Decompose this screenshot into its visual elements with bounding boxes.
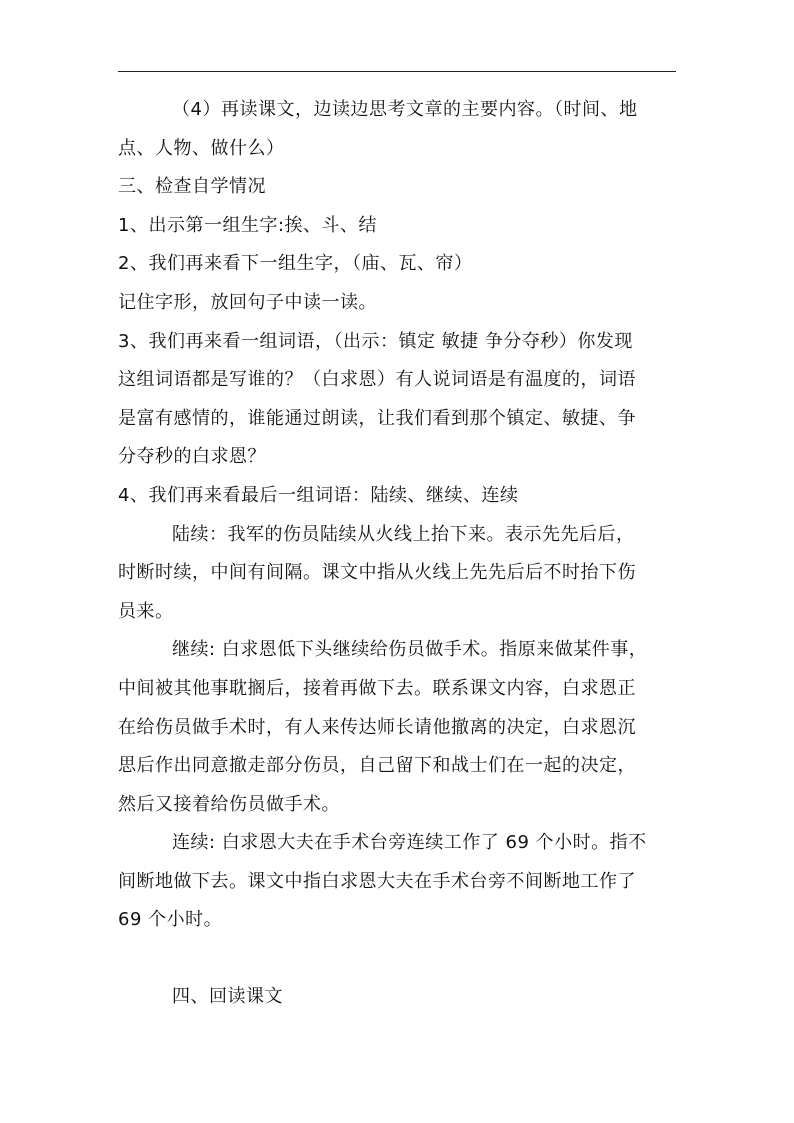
header-rule [118,71,676,72]
lianxu-definition-line-3: 69 个小时。 [118,909,223,931]
jixu-definition-line-3: 在给伤员做手术时，有人来传达师长请他撤离的决定，白求恩沉 [118,716,636,738]
blank-spacer [118,940,684,978]
paragraph-step-4-line-2: 点、人物、做什么） [118,137,285,159]
item-3-line-1: 3、我们再来看一组词语，（出示：镇定 敏捷 争分夺秒）你发现 [118,330,633,352]
section-heading-check-self-study: 三、检查自学情况 [118,176,266,198]
lianxu-definition-line-2: 间断地做下去。课文中指白求恩大夫在手术台旁不间断地工作了 [118,870,636,892]
luxu-definition-line-2: 时断时续，中间有间隔。课文中指从火线上先先后后不时抬下伤 [118,562,636,584]
document-body [118,91,684,1017]
luxu-definition-line-3: 员来。 [118,600,174,622]
item-3-line-2: 这组词语都是写谁的？（白求恩）有人说词语是有温度的，词语 [118,369,636,391]
lianxu-definition-line-1: 连续: 白求恩大夫在手术台旁连续工作了 69 个小时。指不 [172,832,647,854]
item-2-next-characters: 2、我们再来看下一组生字，（庙、瓦、帘） [118,253,473,275]
jixu-definition-line-5: 然后又接着给伤员做手术。 [118,793,340,815]
item-3-line-3: 是富有感情的，谁能通过朗读，让我们看到那个镇定、敏捷、争 [118,407,636,429]
item-1-first-characters: 1、出示第一组生字:挨、斗、结 [118,214,378,236]
jixu-definition-line-2: 中间被其他事耽搁后，接着再做下去。联系课文内容，白求恩正 [118,677,636,699]
paragraph-step-4-line-1: （4）再读课文，边读边思考文章的主要内容。（时间、地 [172,99,638,120]
item-2-instruction: 记住字形，放回句子中读一读。 [118,291,377,313]
item-3-line-4: 分夺秒的白求恩？ [118,446,266,468]
item-4-heading: 4、我们再来看最后一组词语：陆续、继续、连续 [118,484,519,506]
jixu-definition-line-1: 继续: 白求恩低下头继续给伤员做手术。指原来做某件事， [172,639,648,661]
jixu-definition-line-4: 思后作出同意撤走部分伤员，自己留下和战士们在一起的决定， [118,755,636,777]
section-heading-reread: 四、回读课文 [172,986,283,1008]
luxu-definition-line-1: 陆续：我军的伤员陆续从火线上抬下来。表示先先后后， [172,523,635,545]
